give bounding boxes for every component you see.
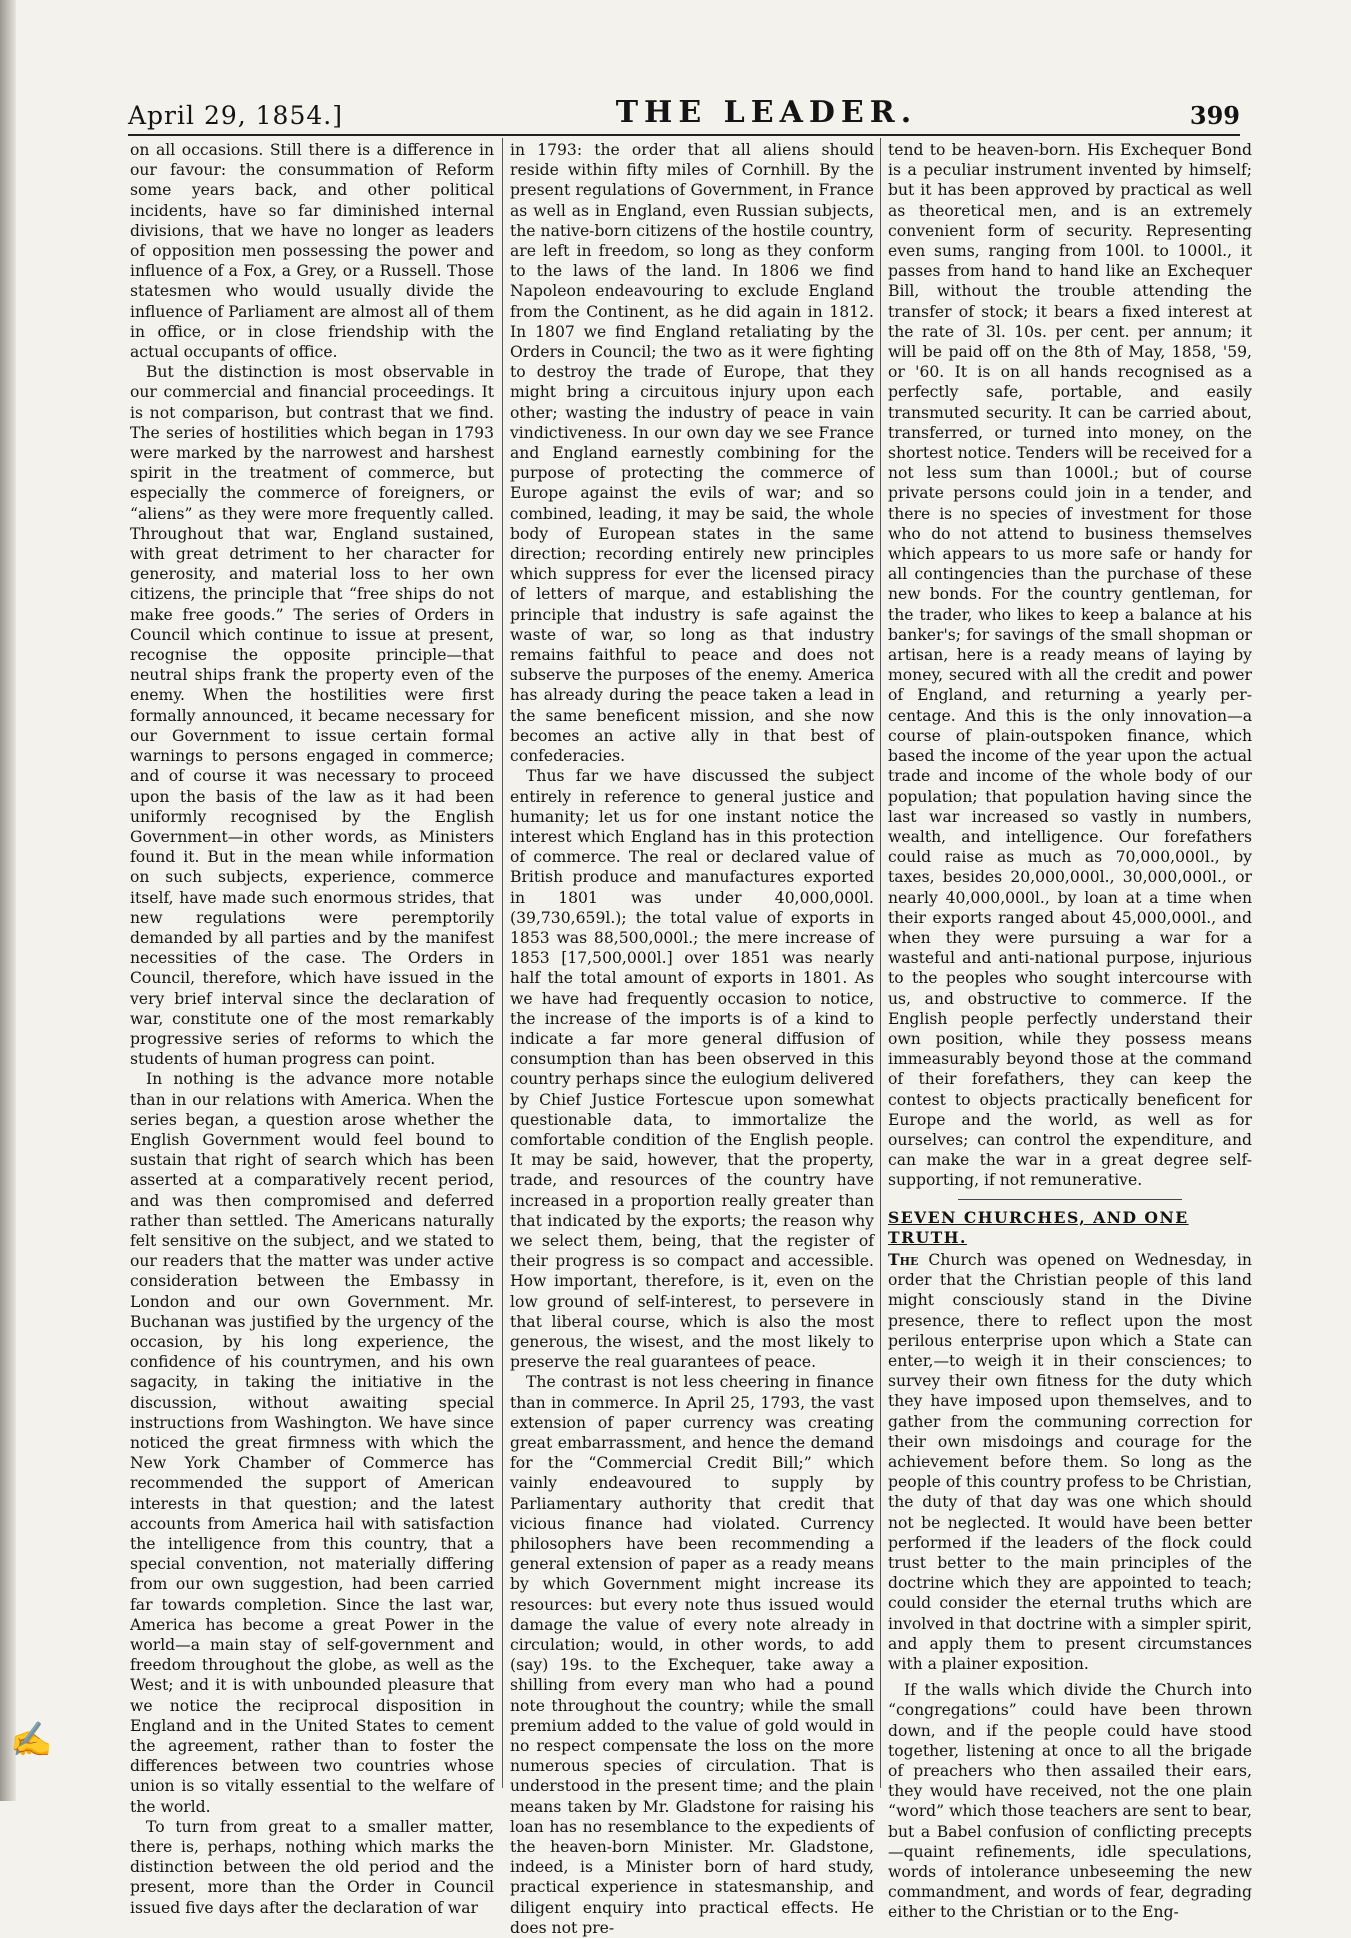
column-divider-2	[880, 138, 881, 1788]
paragraph: To turn from great to a smaller matter, there is, perhaps, nothing which marks the distinction between the old period and the present, more than the Order in Council issued five days after the declaration of war	[130, 1817, 494, 1917]
paragraph: Thus far we have discussed the subject entirely in reference to general justice and humanity; let us for one instant notice the interest which England has in this protection of commerce. The real or declared value of British produce and manufactures exported in 1801 was under 40,000,000l. (39,730,659l.); the total value of exports in 1853 was 88,500,000l.; the mere increase of 1853 [17,500,000l.] over 1851 was nearly half the total amount of exports in 1801. As we have had frequently occasion to notice, the increase of the imports is of a kind to indicate a far more general diffusion of consumption than has been observed in this country perhaps since the eulogium delivered by Chief Justice Fortescue upon somewhat questionable data, to immortalize the comfortable condition of the English people. It may be said, however, that the property, trade, and resources of the country have increased in a proportion really greater than that indicated by the exports; the reason why we select them, being, that the register of their progress is so compact and accessible. How important, therefore, is it, even on the low ground of self-interest, to persevere in that liberal course, which is also the most generous, the wisest, and the most likely to preserve the real guarantees of peace.	[510, 767, 874, 1372]
newspaper-title: THE LEADER.	[615, 95, 918, 130]
page-number: 399	[1189, 101, 1240, 130]
paragraph: If the walls which divide the Church into “congregations” could have been thrown down, and if the people could have stood together, listening at once to all the brigade of preachers who then assailed their ears, they would have received, not the one plain “word” which those teachers are sent to bear, but a Babel confusion of conflicting precepts—quaint refinements, idle speculations, words of intolerance unbeseeming the new commandment, and words of fear, degrading either to the Christian or to the Eng-	[888, 1681, 1252, 1922]
paragraph: tend to be heaven-born. His Exchequer Bond is a peculiar instrument invented by himself; but it has been approved by practical as well as theoretical men, and is an extremely convenient form of security. Representing even sums, ranging from 100l. to 1000l., it passes from hand to hand like an Exchequer Bill, without the trouble attending the transfer of stock; it bears a fixed interest at the rate of 3l. 10s. per cent. per annum; it will be paid off on the 8th of May, 1858, '59, or '60. It is on all hands recognised as a perfectly safe, portable, and easily transmuted security. It can be carried about, transferred, or turned into money, on the shortest notice. Tenders will be received for a not less sum than 1000l.; but of course private persons could join in a tender, and there is no species of investment for those who do not attend to business themselves which appears to us more safe or handy for all contingencies than the purchase of these new bonds. For the country gentleman, for the trader, who likes to keep a balance at his banker's; for savings of the small shopman or artisan, here is a ready means of laying by money, secured with all the credit and power of England, and returning a yearly per-centage. And this is the only innovation—a course of plain-outspoken finance, which based the income of the year upon the actual trade and income of the whole body of our population; that population having since the last war increased so vastly in numbers, wealth, and intelligence. Our forefathers could raise as much as 70,000,000l., by taxes, besides 20,000,000l., 30,000,000l., or nearly 40,000,000l., by loan at a time when their exports ranged about 45,000,000l., and when they were pursuing a war for a wasteful and anti-national purpose, injurious to the peoples who sought intercourse with us, and obstructive to commerce. If the English people perfectly understand their own position, while they possess means immeasurably beyond those at the command of their forefathers, they can keep the contest to objects practically beneficent for Europe and the world, as well as for ourselves; can control the expenditure, and can make the war in a great degree self-supporting, if not remunerative.	[888, 141, 1252, 1190]
section-heading	[888, 1208, 1252, 1248]
section-title: SEVEN CHURCHES, AND ONE TRUTH.	[888, 1207, 1189, 1247]
paragraph: The contrast is not less cheering in finance than in commerce. In April 25, 1793, the vast extension of paper currency was creating great embarrassment, and hence the demand for the “Commercial Credit Bill;” which vainly endeavoured to supply by Parliamentary authority that credit that vicious finance had violated. Currency philosophers have been recommending a general extension of paper as a ready means by which Government might increase its resources: but every note thus issued would damage the value of every note already in circulation; would, in other words, to add (say) 19s. to the Exchequer, take away a shilling from every man who had a pound note throughout the country; while the small premium added to the value of gold would in no respect compensate the loss on the more numerous species of circulation. That is understood in the present time; and the plain means taken by Mr. Gladstone for raising his loan has no resemblance to the expedients of the heaven-born Minister. Mr. Gladstone, indeed, is a Minister born of hard study, practical experience in statesmanship, and diligent enquiry into practical effects. He does not pre-	[510, 1373, 874, 1937]
lead-in-word: The	[888, 1249, 919, 1269]
margin-pen-mark: ✍	[10, 1720, 53, 1760]
paragraph: in 1793: the order that all aliens should reside within fifty miles of Cornhill. By the present regulations of Government, in France as well as in England, even Russian subjects, the native-born citizens of the hostile country, are left in freedom, so long as they conform to the laws of the land. In 1806 we find Napoleon endeavouring to exclude England from the Continent, as he did again in 1812. In 1807 we find England retaliating by the Orders in Council; the two as it were fighting to destroy the trade of Europe, that they might bring a circuitous injury upon each other; wasting the industry of peace in vain vindictiveness. In our own day we see France and England earnestly combining for the purpose of protecting the commerce of Europe against the evils of war; and so combined, leading, it may be said, the whole body of European states in the same direction; recording entirely new principles which suppress for ever the licensed piracy of letters of marque, and establishing the principle that industry is safe against the waste of war, so long as that industry remains faithful to peace and does not subserve the purposes of the enemy. America has already during the peace taken a lead in the same beneficent mission, and she now becomes an active ally in that best of confederacies.	[510, 141, 874, 766]
scan-binding-edge	[0, 0, 16, 1801]
paragraph	[888, 1250, 1252, 1674]
masthead	[128, 90, 1240, 130]
paragraph: But the distinction is most observable in our commercial and financial proceedings. It is not comparison, but contrast that we find. The series of hostilities which began in 1793 were marked by the narrowest and harshest spirit in the treatment of commerce, but especially the commerce of foreigners, or “aliens” as they were more frequently called. Throughout that war, England sustained, with great detriment to her character for generosity, and material loss to her own citizens, the principle that “free ships do not make free goods.” The series of Orders in Council which continue to issue at present, recognise the opposite principle—that neutral ships frank the property even of the enemy. When the hostilities were first formally announced, it became necessary for our Government to issue certain formal warnings to persons engaged in commerce; and of course it was necessary to proceed upon the basis of the law as it had been uniformly recognised by the English Government—in other words, as Ministers found it. But in the mean while information on such subjects, experience, commerce itself, have made such enormous strides, that new regulations were peremptorily demanded by all parties and by the manifest necessities of the case. The Orders in Council, therefore, which have issued in the very brief interval since the declaration of war, constitute one of the most remarkably progressive series of reforms to which the students of human progress can point.	[130, 363, 494, 1069]
article-column-3	[888, 140, 1252, 1922]
paragraph: In nothing is the advance more notable than in our relations with America. When the series began, a question arose whether the English Government would feel bound to sustain that right of search which has been asserted at a comparatively recent period, and was then compromised and deferred rather than settled. The Americans naturally felt sensitive on the subject, and we stated to our readers that the matter was under active consideration between the Embassy in London and our own Government. Mr. Buchanan was justified by the urgency of the occasion, by his long experience, the confidence of his countrymen, and his own sagacity, in taking the initiative in the discussion, without awaiting special instructions from Washington. We have since noticed the great firmness with which the New York Chamber of Commerce has recommended the support of American interests in that question; and the latest accounts from America hail with satisfaction the intelligence from this country, that a special convention, not materially differing from our own suggestion, had been carried far towards completion. Since the last war, America has become a great Power in the world—a main stay of self-government and freedom throughout the globe, as well as the West; and it is with unbounded pleasure that we notice the reciprocal disposition in England and in the United States to cement the agreement, rather than to foster the differences between two countries whose union is so vitally essential to the welfare of the world.	[130, 1070, 494, 1816]
article-column-2	[510, 140, 874, 1937]
column-divider-1	[502, 138, 503, 1788]
paragraph: on all occasions. Still there is a difference in our favour: the consummation of Reform some years back, and other political incidents, have so far diminished internal divisions, that we have no longer as leaders of opposition men possessing the power and influence of a Fox, a Grey, or a Russell. Those statesmen who would usually divide the influence of Parliament are almost all of them in office, or in close friendship with the actual occupants of office.	[130, 141, 494, 362]
masthead-rule	[128, 134, 1240, 136]
paragraph-text: Church was opened on Wednesday, in order that the Christian people of this land might consciously stand in the Divine presence, there to reflect upon the most perilous enterprise upon which a State can enter,—to weigh it in their consciences; to survey their own fitness for the duty which they have imposed upon themselves, and to gather from the communing correction for their own misdoings and courage for the achievement before them. So long as the people of this country profess to be Christian, the duty of that day was one which should not be neglected. It would have been better performed if the leaders of the flock could trust better to the main principles of the doctrine which they are appointed to teach; could consider the eternal truths which are involved in that doctrine with a simpler spirit, and apply them to present circumstances with a plainer exposition.	[888, 1250, 1252, 1674]
article-column-1	[130, 140, 494, 1917]
section-divider	[958, 1199, 1182, 1200]
issue-date: April 29, 1854.]	[128, 101, 343, 130]
